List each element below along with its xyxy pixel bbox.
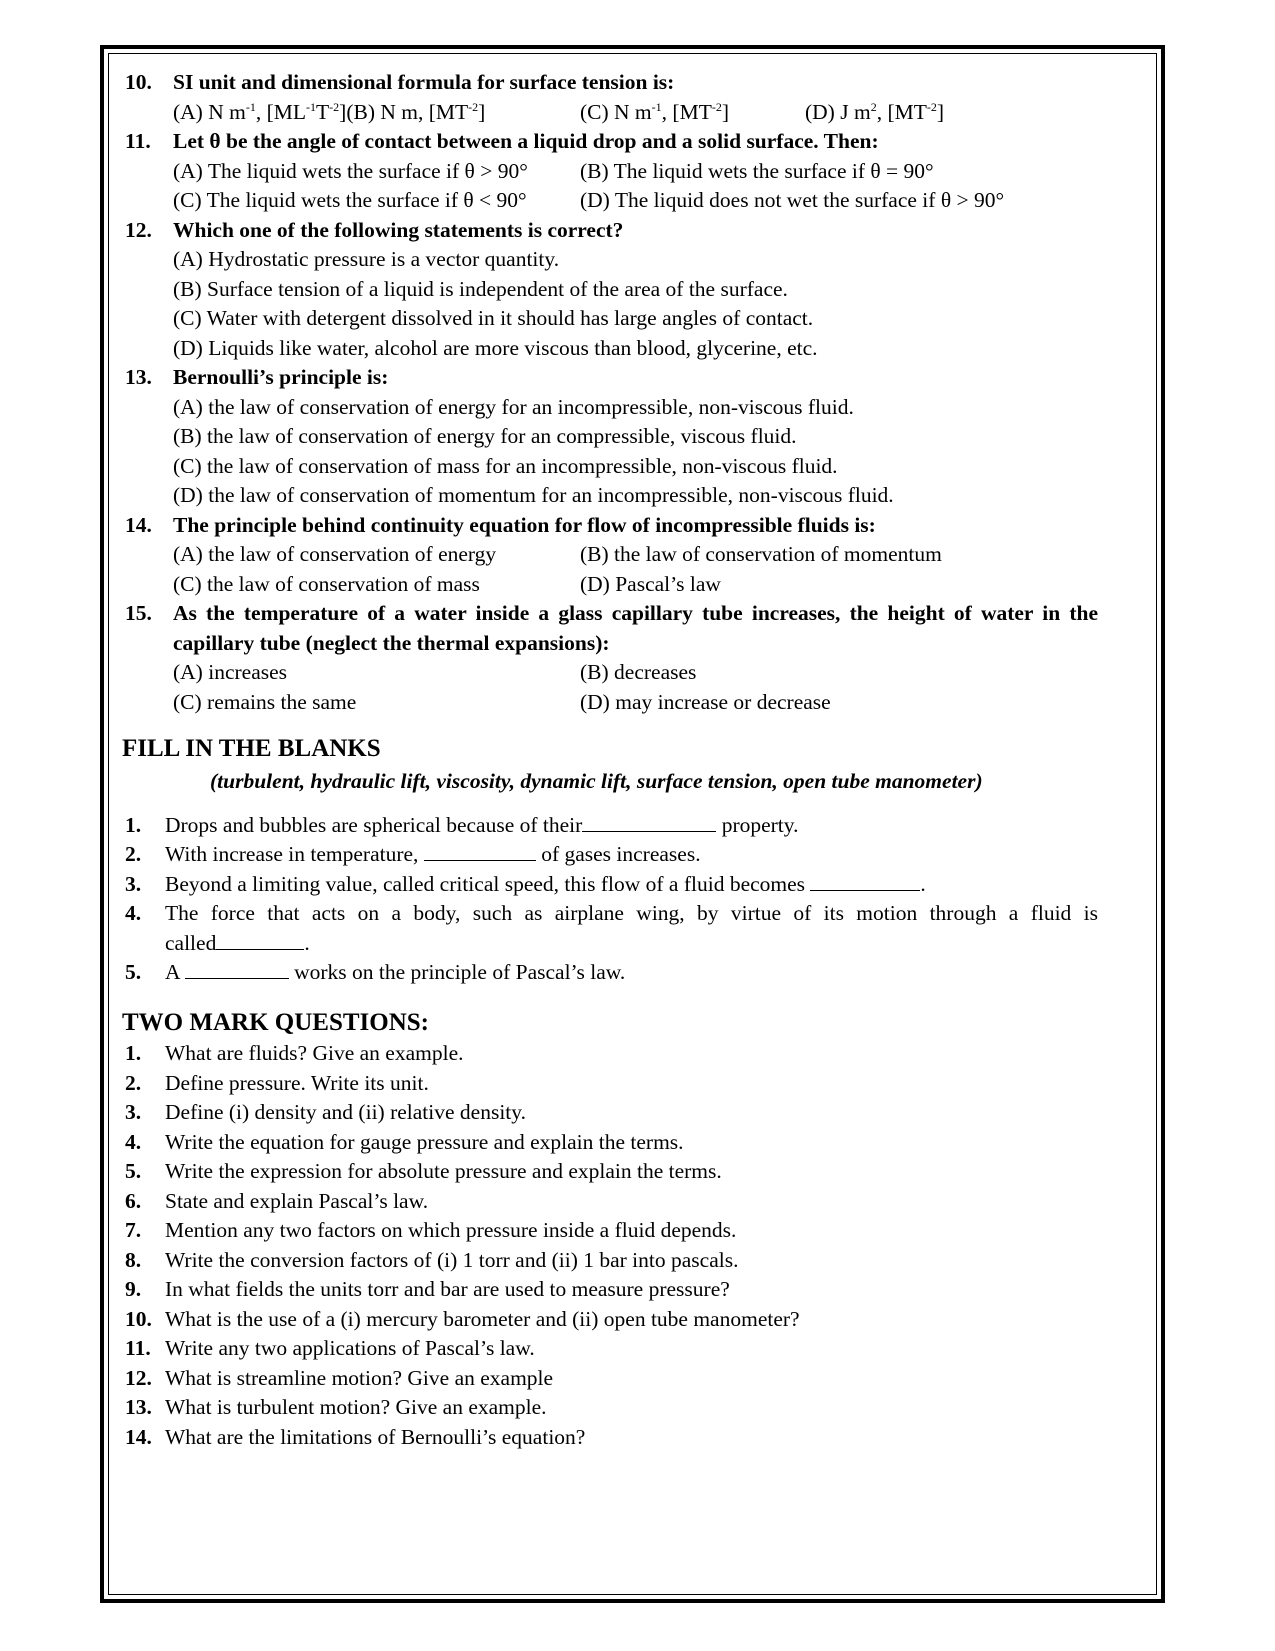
fill-item-5: A works on the principle of Pascal’s law. (165, 960, 626, 984)
answer-blank (185, 960, 289, 979)
blank-number: 1. (125, 813, 142, 837)
two-mark-question: What are fluids? Give an example. (165, 1041, 464, 1065)
question-number: 3. (125, 1100, 142, 1124)
two-mark-question: What is the use of a (i) mercury barometer and (ii) open tube manometer? (165, 1307, 800, 1331)
question-text-line-1: As the temperature of a water inside a glass capillary tube increases, the height of water in the (173, 601, 1098, 625)
question-text: Let θ be the angle of contact between a liquid drop and a solid surface. Then: (173, 129, 879, 153)
option-d: (D) the law of conservation of momentum for an incompressible, non-viscous fluid. (173, 483, 894, 507)
word-bank-text: turbulent, hydraulic lift, viscosity, dynamic lift, surface tension, open tube manometer (217, 769, 976, 793)
option-b: (B) the law of conservation of momentum (580, 542, 942, 566)
option-d: (D) Liquids like water, alcohol are more viscous than blood, glycerine, etc. (173, 336, 818, 360)
fill-item-2: With increase in temperature, of gases increases. (165, 842, 701, 866)
option-a-b: (A) N $m^{-1}$, $[ML^{-1}T^{-2}](B)$ N m, $[MT^{-2}]$ (173, 99, 486, 124)
option-a: (A) Hydrostatic pressure is a vector quantity. (173, 247, 560, 271)
blank-number: 3. (125, 872, 142, 896)
two-mark-question: What is turbulent motion? Give an example. (165, 1395, 547, 1419)
fill-item-1: Drops and bubbles are spherical because of their property. (165, 813, 799, 837)
question-number: 2. (125, 1071, 142, 1095)
question-number: 8. (125, 1248, 142, 1272)
two-mark-question: Write the expression for absolute pressure and explain the terms. (165, 1159, 722, 1183)
option-c: (C) Water with detergent dissolved in it should has large angles of contact. (173, 306, 814, 330)
word-bank: (turbulent, hydraulic lift, viscosity, dynamic lift, surface tension, open tube manometer) (210, 769, 983, 793)
question-number: 15. (125, 601, 152, 625)
option-c: (C) N $m^{-1}$, $[MT^{-2}]$ (580, 99, 730, 124)
option-d: (D) may increase or decrease (580, 690, 831, 714)
question-text: Which one of the following statements is correct? (173, 218, 624, 242)
question-number: 13. (125, 1395, 152, 1419)
two-mark-question: Define (i) density and (ii) relative density. (165, 1100, 526, 1124)
fill-item-4-line-1: The force that acts on a body, such as airplane wing, by virtue of its motion through a fluid is (165, 901, 1098, 925)
option-a: (A) the law of conservation of energy for an incompressible, non-viscous fluid. (173, 395, 854, 419)
question-number: 6. (125, 1189, 142, 1213)
option-a: (A) increases (173, 660, 288, 684)
question-number: 10. (125, 1307, 152, 1331)
question-number: 14. (125, 513, 152, 537)
option-b: (B) the law of conservation of energy for an compressible, viscous fluid. (173, 424, 797, 448)
option-b: (B) The liquid wets the surface if θ = 90° (580, 159, 934, 183)
two-mark-question: Mention any two factors on which pressure inside a fluid depends. (165, 1218, 737, 1242)
two-mark-question: Write any two applications of Pascal’s law. (165, 1336, 535, 1360)
answer-blank (582, 813, 716, 832)
question-number: 4. (125, 1130, 142, 1154)
section-heading: TWO MARK QUESTIONS: (122, 1009, 429, 1036)
two-mark-question: Write the equation for gauge pressure and explain the terms. (165, 1130, 684, 1154)
question-number: 13. (125, 365, 152, 389)
question-number: 11. (125, 1336, 151, 1360)
option-c: (C) the law of conservation of mass (173, 572, 480, 596)
answer-blank (424, 842, 536, 861)
question-number: 14. (125, 1425, 152, 1449)
question-number: 7. (125, 1218, 142, 1242)
section-heading: FILL IN THE BLANKS (122, 735, 381, 762)
option-b: (B) decreases (580, 660, 697, 684)
question-number: 12. (125, 1366, 152, 1390)
question-text: SI unit and dimensional formula for surface tension is: (173, 70, 675, 94)
blank-number: 5. (125, 960, 142, 984)
question-number: 11. (125, 129, 151, 153)
option-c: (C) The liquid wets the surface if θ < 90° (173, 188, 527, 212)
answer-blank (810, 872, 920, 891)
two-mark-question: What is streamline motion? Give an example (165, 1366, 554, 1390)
question-text: Bernoulli’s principle is: (173, 365, 389, 389)
blank-number: 2. (125, 842, 142, 866)
question-number: 12. (125, 218, 152, 242)
question-number: 5. (125, 1159, 142, 1183)
option-b: (B) Surface tension of a liquid is independent of the area of the surface. (173, 277, 788, 301)
fill-item-4-line-2: called . (165, 931, 310, 955)
question-number: 10. (125, 70, 152, 94)
two-mark-question: Write the conversion factors of (i) 1 torr and (ii) 1 bar into pascals. (165, 1248, 739, 1272)
fill-item-3: Beyond a limiting value, called critical speed, this flow of a fluid becomes . (165, 872, 926, 896)
answer-blank (216, 931, 304, 950)
option-d: (D) Pascal’s law (580, 572, 721, 596)
option-d: (D) The liquid does not wet the surface if θ > 90° (580, 188, 1005, 212)
option-c: (C) remains the same (173, 690, 357, 714)
two-mark-question: Define pressure. Write its unit. (165, 1071, 429, 1095)
question-text-line-2: capillary tube (neglect the thermal expansions): (173, 631, 610, 655)
option-c: (C) the law of conservation of mass for an incompressible, non-viscous fluid. (173, 454, 838, 478)
two-mark-question: In what fields the units torr and bar are used to measure pressure? (165, 1277, 730, 1301)
question-number: 1. (125, 1041, 142, 1065)
two-mark-question: State and explain Pascal’s law. (165, 1189, 429, 1213)
option-d: (D) J $m^2$, $[MT^{-2}]$ (805, 99, 945, 124)
option-a: (A) the law of conservation of energy (173, 542, 497, 566)
two-mark-question: What are the limitations of Bernoulli’s equation? (165, 1425, 586, 1449)
blank-number: 4. (125, 901, 142, 925)
question-text: The principle behind continuity equation for flow of incompressible fluids is: (173, 513, 876, 537)
option-a: (A) The liquid wets the surface if θ > 90° (173, 159, 528, 183)
question-number: 9. (125, 1277, 142, 1301)
